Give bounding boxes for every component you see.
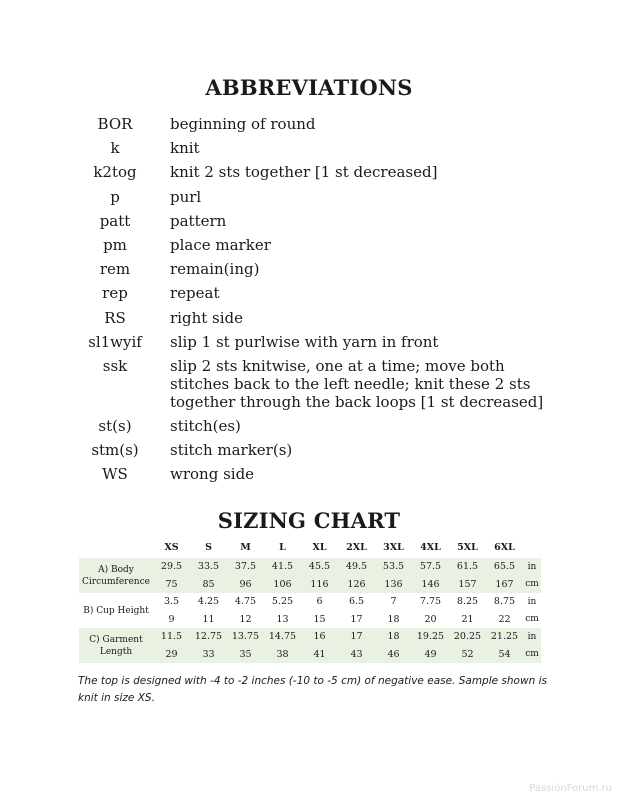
measurement-value: 54 xyxy=(486,646,523,664)
abbreviation-row xyxy=(60,236,560,254)
abbreviation-row xyxy=(60,260,560,278)
measurement-row xyxy=(79,593,541,611)
measurement-value: 5.25 xyxy=(271,596,294,608)
header-unit-blank xyxy=(523,536,541,558)
measurement-value: 75 xyxy=(153,576,190,594)
measurement-value: 18 xyxy=(375,628,412,646)
abbreviation-definition: knit 2 sts together [1 st decreased] xyxy=(170,163,438,182)
abbreviation-definition: purl xyxy=(170,187,202,206)
measurement-value: 19.25 xyxy=(412,628,449,646)
abbreviation-row xyxy=(60,115,560,133)
abbreviation-code: RS xyxy=(104,308,126,327)
abbreviation-row xyxy=(60,465,560,483)
measurement-value: 43 xyxy=(338,646,375,664)
measurement-value: 116 xyxy=(301,576,338,594)
measurement-row xyxy=(79,628,541,646)
abbreviation-code: WS xyxy=(102,465,128,484)
unit-label: in xyxy=(527,596,537,607)
unit-label: cm xyxy=(523,646,541,664)
measurement-value: 96 xyxy=(227,576,264,594)
abbreviation-row xyxy=(60,188,560,206)
sizing-chart-table xyxy=(79,536,541,663)
unit-label: in xyxy=(523,558,541,576)
measurement-value: 33 xyxy=(190,646,227,664)
abbreviation-row xyxy=(60,417,560,435)
measurement-value: 49 xyxy=(412,646,449,664)
abbreviation-code: k xyxy=(110,139,120,158)
measurement-value: 15 xyxy=(313,613,326,625)
abbreviation-code: rep xyxy=(102,284,128,303)
measurement-value: 37.5 xyxy=(227,558,264,576)
measurement-value: 12 xyxy=(239,613,252,625)
abbreviation-code: stm(s) xyxy=(91,441,139,460)
abbreviation-row xyxy=(60,309,560,327)
measurement-value: 4.25 xyxy=(197,596,220,608)
abbreviation-code: pm xyxy=(103,235,127,254)
unit-label: in xyxy=(523,628,541,646)
abbreviation-code: st(s) xyxy=(98,417,132,436)
measurement-value: 49.5 xyxy=(338,558,375,576)
abbreviation-definition: stitch marker(s) xyxy=(170,441,293,460)
measurement-value: 3.5 xyxy=(163,596,180,608)
abbreviation-definition: slip 2 sts knitwise, one at a time; move both stitches back to the left needle; knit these 2 sts together through the back loops [1 st decreased] xyxy=(170,356,544,411)
abbreviation-row xyxy=(60,357,560,411)
measurement-value: 52 xyxy=(449,646,486,664)
abbreviation-row xyxy=(60,333,560,351)
abbreviation-code: patt xyxy=(99,211,131,230)
abbreviation-code: p xyxy=(110,187,120,206)
size-header: S xyxy=(205,541,212,553)
measurement-value: 8.25 xyxy=(456,596,479,608)
measurement-value: 7.75 xyxy=(419,596,442,608)
measurement-value: 21 xyxy=(461,613,474,625)
measurement-value: 6.5 xyxy=(348,596,365,608)
measurement-label: B) Cup Height xyxy=(83,605,149,616)
abbreviation-definition: remain(ing) xyxy=(170,260,260,279)
abbreviation-row xyxy=(60,212,560,230)
measurement-value: 20.25 xyxy=(449,628,486,646)
measurement-value: 14.75 xyxy=(264,628,301,646)
abbreviation-definition: place marker xyxy=(170,235,271,254)
abbreviation-row xyxy=(60,163,560,181)
abbreviations-list xyxy=(60,115,560,490)
unit-label: cm xyxy=(523,576,541,594)
abbreviation-definition: slip 1 st purlwise with yarn in front xyxy=(170,332,439,351)
size-header: 2XL xyxy=(346,541,367,553)
measurement-value: 6 xyxy=(316,596,323,608)
measurement-value: 41 xyxy=(301,646,338,664)
ease-note: The top is designed with -4 to -2 inches (-10 to -5 cm) of negative ease. Sample shown is knit in size XS. xyxy=(78,675,547,704)
size-header: 3XL xyxy=(383,541,404,553)
measurement-value: 35 xyxy=(227,646,264,664)
measurement-label: C) Garment Length xyxy=(79,628,153,663)
size-header: XL xyxy=(312,541,327,553)
size-header: L xyxy=(279,541,286,553)
measurement-value: 65.5 xyxy=(486,558,523,576)
measurement-value: 11.5 xyxy=(153,628,190,646)
measurement-value: 46 xyxy=(375,646,412,664)
abbreviation-definition: wrong side xyxy=(170,465,255,484)
measurement-value: 29.5 xyxy=(153,558,190,576)
size-header: 4XL xyxy=(420,541,441,553)
measurement-value: 106 xyxy=(264,576,301,594)
measurement-value: 4.75 xyxy=(234,596,257,608)
measurement-value: 12.75 xyxy=(190,628,227,646)
sizing-chart-title: SIZING CHART xyxy=(217,508,401,533)
measurement-label: A) Body Circumference xyxy=(79,558,153,593)
size-header: 6XL xyxy=(494,541,515,553)
measurement-value: 17 xyxy=(338,628,375,646)
abbreviation-definition: stitch(es) xyxy=(170,417,241,436)
measurement-row xyxy=(79,558,541,576)
measurement-value: 17 xyxy=(350,613,363,625)
abbreviation-code: rem xyxy=(99,260,131,279)
measurement-value: 13.75 xyxy=(227,628,264,646)
measurement-value: 13 xyxy=(276,613,289,625)
abbreviation-definition: knit xyxy=(170,139,200,158)
measurement-value: 126 xyxy=(338,576,375,594)
watermark: PassionForum.ru xyxy=(529,783,612,794)
measurement-value: 146 xyxy=(412,576,449,594)
measurement-value: 157 xyxy=(449,576,486,594)
abbreviation-code: k2tog xyxy=(93,163,137,182)
measurement-value: 136 xyxy=(375,576,412,594)
measurement-value: 29 xyxy=(153,646,190,664)
measurement-value: 8.75 xyxy=(493,596,516,608)
size-header: 5XL xyxy=(457,541,478,553)
size-header-row xyxy=(79,536,541,558)
measurement-value: 167 xyxy=(486,576,523,594)
abbreviation-definition: beginning of round xyxy=(170,115,316,133)
abbreviation-row xyxy=(60,284,560,302)
measurement-value: 53.5 xyxy=(375,558,412,576)
measurement-value: 61.5 xyxy=(449,558,486,576)
measurement-value: 11 xyxy=(202,613,215,625)
measurement-value: 20 xyxy=(424,613,437,625)
measurement-value: 41.5 xyxy=(264,558,301,576)
abbreviation-definition: right side xyxy=(170,308,244,327)
measurement-value: 85 xyxy=(190,576,227,594)
abbreviation-row xyxy=(60,441,560,459)
measurement-value: 7 xyxy=(390,596,397,608)
abbreviation-definition: pattern xyxy=(170,211,227,230)
measurement-value: 33.5 xyxy=(190,558,227,576)
abbreviation-code: BOR xyxy=(97,115,133,133)
unit-label: cm xyxy=(525,614,539,625)
abbreviation-code: ssk xyxy=(102,356,128,375)
abbreviations-title: ABBREVIATIONS xyxy=(205,75,413,100)
measurement-value: 18 xyxy=(387,613,400,625)
size-header: M xyxy=(240,541,251,553)
measurement-value: 57.5 xyxy=(412,558,449,576)
abbreviation-code: sl1wyif xyxy=(88,332,142,351)
abbreviation-row xyxy=(60,139,560,157)
size-header: XS xyxy=(164,541,179,553)
measurement-value: 38 xyxy=(264,646,301,664)
abbreviation-definition: repeat xyxy=(170,284,220,303)
measurement-value: 16 xyxy=(301,628,338,646)
header-blank xyxy=(79,536,153,558)
measurement-value: 45.5 xyxy=(301,558,338,576)
measurement-value: 21.25 xyxy=(486,628,523,646)
measurement-value: 9 xyxy=(168,613,175,625)
measurement-value: 22 xyxy=(498,613,511,625)
